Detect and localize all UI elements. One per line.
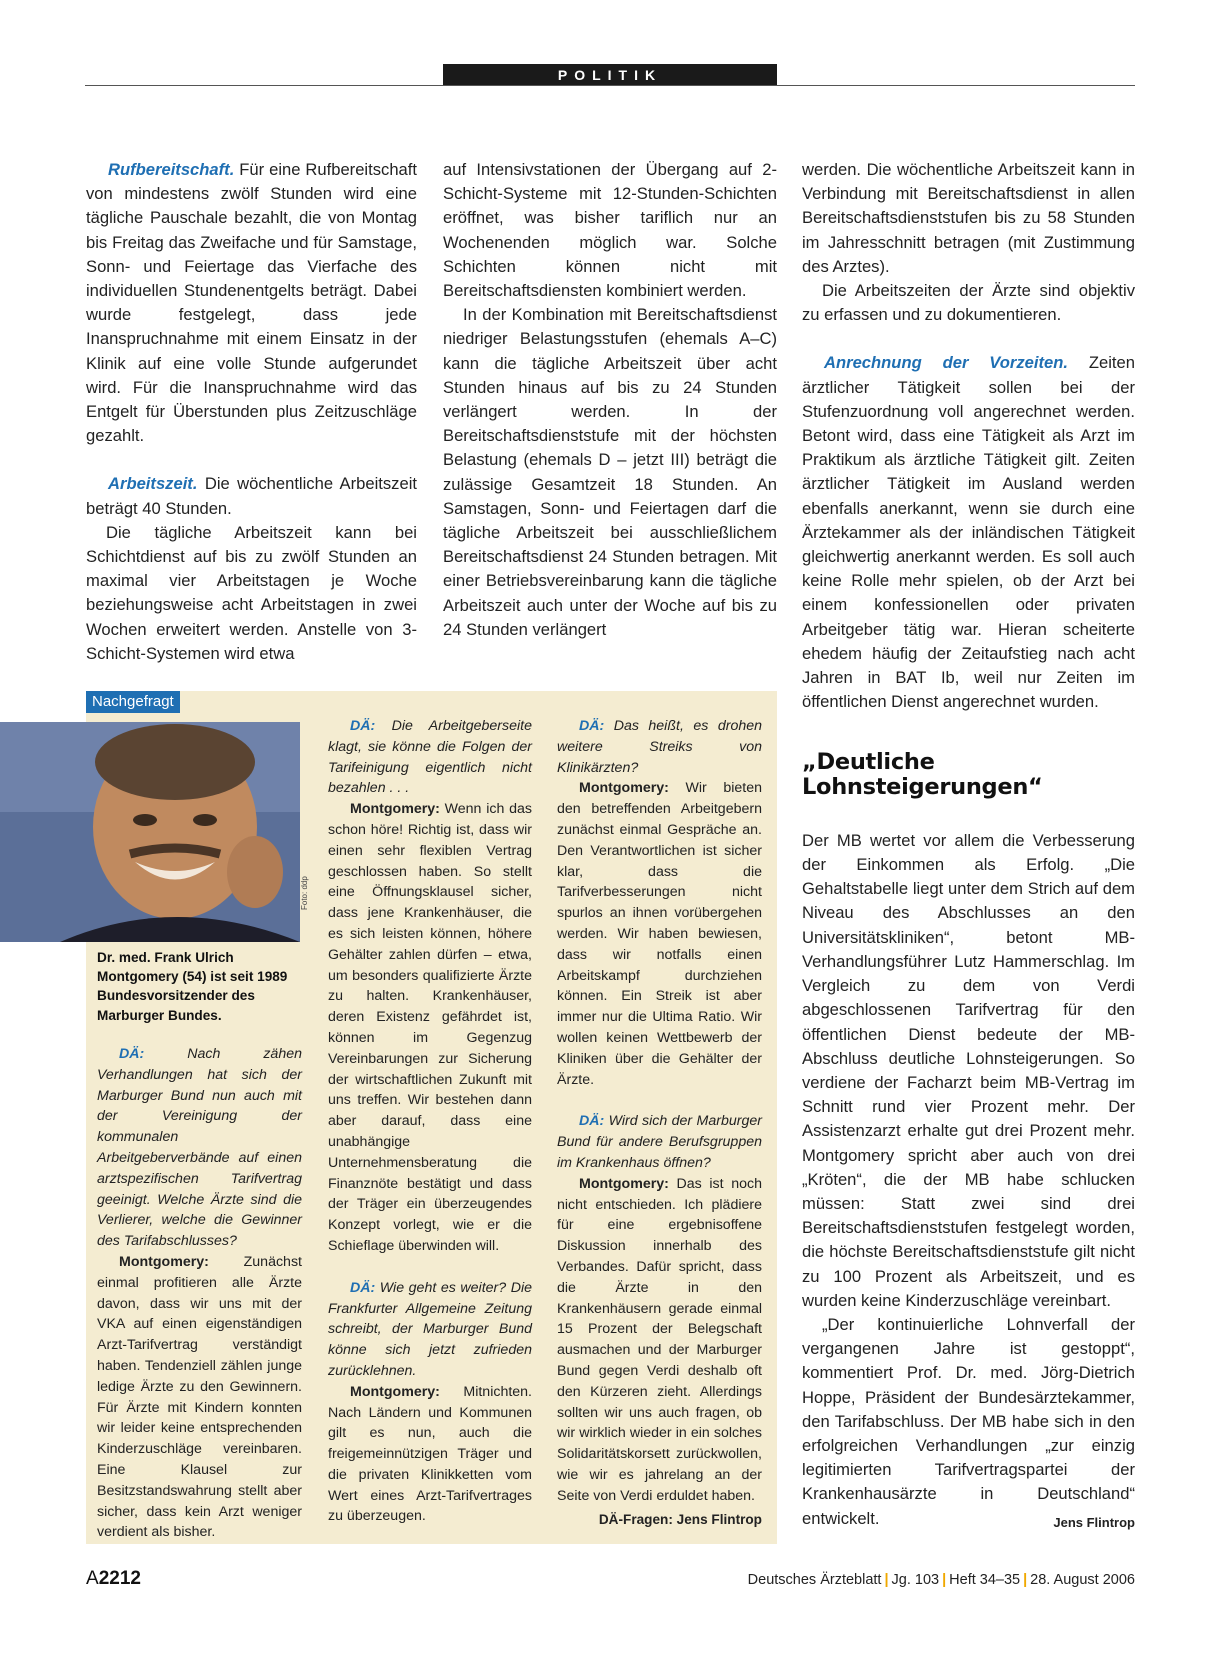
paragraph (802, 1313, 1135, 1531)
interview-answer (328, 799, 532, 1257)
separator: | (942, 1572, 947, 1588)
journal-volume: Jg. 103 (891, 1572, 940, 1588)
question-marker: DÄ: (350, 718, 376, 734)
separator: | (1023, 1572, 1028, 1588)
separator: | (884, 1572, 889, 1588)
interview-column-2 (328, 716, 532, 1527)
author-signature: Jens Flintrop (1053, 1514, 1135, 1530)
question-text: Wie geht es weiter? Die Frankfurter Allgemeine Zeitung schreibt, der Marburger Bund könne sich jetzt zufrieden zurücklehnen. (328, 1279, 532, 1379)
interview-answer (557, 1174, 762, 1507)
paragraph-lead: Anrechnung der Vorzeiten. (824, 353, 1068, 373)
answer-speaker: Montgomery: (579, 1175, 669, 1192)
answer-speaker: Montgomery: (350, 801, 440, 818)
answer-speaker: Montgomery: (579, 780, 669, 797)
paragraph-rufbereitschaft (86, 158, 417, 448)
paragraph: Die Arbeitszeiten der Ärzte sind objektiv zu erfassen und zu dokumentieren. (802, 281, 1135, 325)
paragraph: Die tägliche Arbeitszeit kann bei Schichtdienst auf bis zu zwölf Stunden an maximal vier Arbeitstagen je Woche beziehungsweise acht Arbeitstagen in zwei Wochen erweitert werden. Anstelle von 3-Schicht-Systemen wird etwa (86, 522, 417, 663)
journal-issue: Heft 34–35 (949, 1572, 1021, 1588)
interview-question (328, 1278, 532, 1382)
interview-label: Nachgefragt (86, 691, 180, 713)
paragraph-lead: Arbeitszeit. (108, 474, 198, 494)
page-number-value: 2212 (98, 1568, 141, 1589)
interview-answer (97, 1252, 302, 1543)
paragraph-text: Zeiten ärztlicher Tätigkeit sollen bei der Stufenzuordnung voll angerechnet werden. Betont wird, dass eine Tätigkeit als Arzt im Praktikum als ärztliche Tätigkeit gilt. Zeiten ärztlicher Tätigkeit im Ausland werden ebenfalls anerkannt, wenn sie durch eine Ärztekammer als der inländischen Tätigkeit gleichwertig anerkannt werden. Es soll auch keine Rolle mehr spielen, ob der Arzt bei einem konfessionellen oder privaten Arbeitgeber tätig war. Hieran scheiterte ehedem häufig der Zeitaufstieg nach acht Jahren in BAT Ib, weil nur Zeiten im öffentlichen Dienst angerechnet wurden. (802, 353, 1135, 712)
paragraph-text: Für eine Rufbereitschaft von mindestens zwölf Stunden wird eine tägliche Pauschale bezahlt, die von Montag bis Freitag das Zweifache und für Samstage, Sonn- und Feiertage das Vierfache des individuellen Stundenentgelts beträgt. Dabei wurde festgelegt, dass jede Inanspruchnahme mit einem Einsatz in der Klinik auf eine volle Stunde aufgerundet wird. Für die Inanspruchnahme wird das Entgelt für Überstunden plus Zeitzuschläge gezahlt. (86, 160, 417, 446)
portrait-image (0, 722, 300, 942)
paragraph-lead: Rufbereitschaft. (108, 160, 235, 179)
header-rule (85, 85, 1135, 86)
journal-name: Deutsches Ärzteblatt (747, 1572, 882, 1588)
answer-text: Zunächst einmal profitieren alle Ärzte davon, dass wir uns mit der VKA auf einen eigenständigen Arzt-Tarifvertrag verständigt haben. Tendenziell zählen junge ledige Ärzte zu den Gewinnern. Für Ärzte mit Kindern konnten wir leider keine entsprechenden Kinderzuschläge vereinbaren. Eine Klausel zur Besitzstandswahrung stellt aber sicher, dass kein Arzt weniger verdient als bisher. (97, 1253, 302, 1541)
text-column-3 (802, 158, 1135, 1535)
question-text: Das heißt, es drohen weitere Streiks von Klinikärzten? (557, 718, 762, 776)
question-text: Die Arbeitgeberseite klagt, sie könne die Folgen der Tarifeinigung eigentlich nicht bezahlen . . . (328, 718, 532, 797)
question-text: Wird sich der Marburger Bund für andere Berufsgruppen im Krankenhaus öffnen? (557, 1113, 762, 1171)
footer-citation (680, 1572, 1135, 1588)
answer-speaker: Montgomery: (119, 1253, 209, 1270)
answer-text: Das ist noch nicht entschieden. Ich plädiere für eine ergebnisoffene Diskussion innerhalb des Verbandes. Dafür spricht, dass die Ärzte in den Krankenhäusern gerade einmal 15 Prozent der Belegschaft ausmachen und der Marburger Bund gegen Verdi deshalb oft den Kürzeren zieht. Allerdings sollten wir uns auch fragen, ob wir wirklich wieder in ein solches Solidaritätskorsett zurückwollen, wie wir es jahrelang an der Seite von Verdi erduldet haben. (557, 1175, 762, 1504)
photo-credit: Foto: ddp (300, 876, 309, 910)
question-marker: DÄ: (579, 1113, 605, 1130)
answer-text: Wenn ich das schon höre! Richtig ist, dass wir einen sehr flexiblen Vertrag geschlossen haben. So stellt eine Öffnungsklausel sicher, dass jene Krankenhäuser, die es sich leisten können, höhere Gehälter zahlen dürfen – etwa, um besonders qualifizierte Ärzte zu halten. Krankenhäuser, deren Existenz gefährdet ist, können im Gegenzug Vereinbarungen zur Sicherung der wirtschaftlichen Zukunft mit uns treffen. Wir bestehen dann aber darauf, dass eine unabhängige Unternehmensberatung die Finanznöte bestätigt und dass der Träger ein überzeugendes Konzept vorlegt, wie er die Schieflage überwinden will. (328, 801, 532, 1254)
interview-answer (328, 1382, 532, 1528)
paragraph-text: Die wöchentliche Arbeitszeit beträgt 40 Stunden. (86, 474, 417, 518)
interview-answer (557, 778, 762, 1090)
question-text: Nach zähen Verhandlungen hat sich der Marburger Bund nun auch mit der Vereinigung der kommunalen Arbeitgeberverbände auf einen arztspezifischen Tarifvertrag geeinigt. Welche Ärzte sind die Verlierer, welche die Gewinner des Tarifabschlusses? (97, 1046, 302, 1250)
paragraph-arbeitszeit (86, 472, 417, 520)
page-number (86, 1568, 141, 1590)
sub-heading: „Deutliche Lohnsteigerungen“ (802, 749, 1043, 800)
interview-question (97, 1044, 302, 1252)
interview-credit: DÄ-Fragen: Jens Flintrop (598, 1512, 762, 1528)
answer-text: Wir bieten den betreffenden Arbeitgebern zunächst einmal Gespräche an. Den Verantwortlichen ist sicher klar, dass die Tarifverbesserungen nicht spurlos an ihnen vorübergehen werden. Wir haben bewiesen, dass wir notfalls einen Arbeitskampf durchziehen können. Ein Streik ist aber immer nur die Ultima Ratio. Wir wollen keinen Wettbewerb der Kliniken über die Gehälter der Ärzte. (557, 780, 762, 1088)
photo-caption: Dr. med. Frank Ulrich Montgomery (54) ist seit 1989 Bundesvorsitzender des Marburger Bundes. (97, 950, 288, 1023)
paragraph: werden. Die wöchentliche Arbeitszeit kann in Verbindung mit Bereitschaftsdienst in allen Bereitschaftsdienststufen bis zu 58 Stunden im Jahresschnitt betragen (mit Zustimmung des Arztes). (802, 160, 1135, 276)
interview-question (557, 716, 762, 778)
text-column-2 (443, 158, 777, 642)
journal-date: 28. August 2006 (1030, 1572, 1135, 1588)
question-marker: DÄ: (350, 1279, 376, 1296)
interview-question (557, 1111, 762, 1173)
text-column-1 (86, 158, 417, 666)
portrait-photo (0, 722, 300, 942)
page-prefix: A (86, 1568, 99, 1589)
interview-question (328, 716, 532, 799)
paragraph-vorzeiten (802, 351, 1135, 714)
paragraph: Der MB wertet vor allem die Verbesserung der Einkommen als Erfolg. „Die Gehaltstabelle liegt unter dem Strich auf dem Niveau des Abschlusses an den Universitätskliniken“, betont MB-Verhandlungsführer Lutz Hammerschlag. Im Vergleich zu dem von Verdi abgeschlossenen Tarifvertrag für den öffentlichen Dienst bedeute der MB-Abschluss deutliche Lohnsteigerungen. So verdiene der Facharzt beim MB-Vertrag im Schnitt rund vier Prozent mehr. Der Assistenzarzt erhalte gut drei Prozent mehr. Montgomery spricht aber auch von drei „Kröten“, die der MB habe schlucken müssen: Statt zwei sind drei Bereitschaftsdienststufen festgelegt worden, die höchste Bereitschaftsdienststufe gilt nicht zu 100 Prozent als Arbeitszeit, und es wurden keine Kinderzuschläge vereinbart. (802, 830, 1135, 1310)
question-marker: DÄ: (119, 1046, 145, 1062)
paragraph-text: „Der kontinuierliche Lohnverfall der vergangenen Jahre ist gestoppt“, kommentiert Prof. Dr. med. Jörg-Dietrich Hoppe, Präsident der Bundesärztekammer, den Tarifabschluss. Der MB habe sich in den erfolgreichen Verhandlungen „zur einzig legitimierten Tarifvertragspartei der Krankenhausärzte in Deutschland“ entwickelt. (802, 1314, 1135, 1528)
section-title: POLITIK (443, 64, 777, 86)
question-marker: DÄ: (579, 718, 605, 734)
answer-text: Mitnichten. Nach Ländern und Kommunen gilt es nun, auch die freigemeinnützigen Träger und die privaten Klinikketten vom Wert eines Arzt-Tarifvertrages zu überzeugen. (328, 1383, 532, 1525)
interview-column-3 (557, 716, 762, 1531)
paragraph: In der Kombination mit Bereitschaftsdienst niedriger Belastungsstufen (ehemals A–C) kann die tägliche Arbeitszeit über acht Stunden hinaus auf bis zu 24 Stunden verlängert werden. In der Bereitschaftsdienststufe mit der höchsten Belastung (ehemals D – jetzt III) beträgt die zulässige Gesamtzeit 18 Stunden. An Samstagen, Sonn- und Feiertagen darf die tägliche Arbeitszeit bei ausschließlichem Bereitschaftsdienst 24 Stunden betragen. Mit einer Betriebsvereinbarung kann die tägliche Arbeitszeit auch unter der Woche auf bis zu 24 Stunden verlängert (443, 305, 777, 639)
interview-column-1 (97, 1044, 302, 1543)
answer-speaker: Montgomery: (350, 1383, 440, 1400)
paragraph: auf Intensivstationen der Übergang auf 2-Schicht-Systeme mit 12-Stunden-Schichten eröffnet, was bisher tariflich nur an Wochenenden möglich war. Solche Schichten können nicht mit Bereitschaftsdiensten kombiniert werden. (443, 160, 777, 301)
